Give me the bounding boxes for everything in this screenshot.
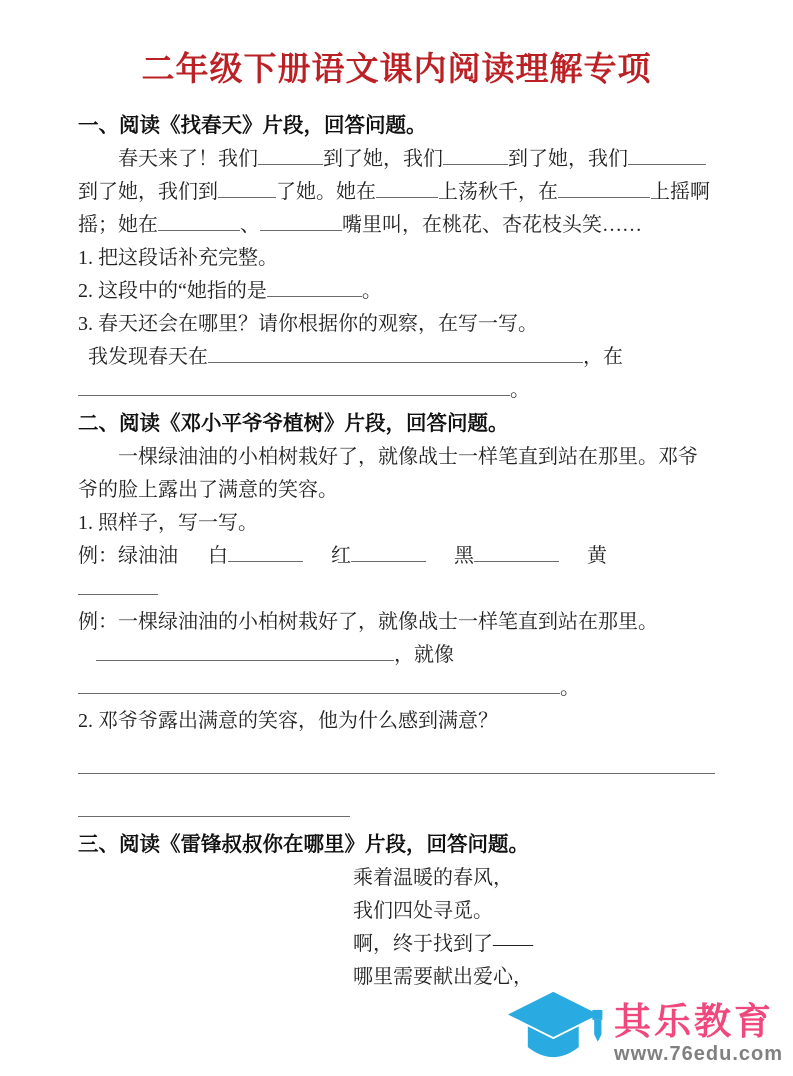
blank-line [78, 574, 158, 595]
passage-text: 到了她，我们到 [78, 181, 218, 203]
blank-line [208, 342, 583, 363]
blank-line [351, 541, 426, 562]
passage-text: 到了她，我们 [323, 148, 443, 170]
section-1-question-2 [78, 275, 715, 308]
passage-text: 了她。她在 [276, 181, 376, 203]
poem-line: 乘着温暖的春风， [353, 867, 513, 889]
passage-text: 春天来了！我们 [118, 148, 258, 170]
answer-text: 我发现春天在 [88, 346, 208, 368]
section-2-answer-line-1 [78, 752, 715, 785]
section-1-passage [78, 143, 715, 242]
passage-text: 上荡秋千，在 [438, 181, 558, 203]
section-1-question-3: 3. 春天还会在哪里？请你根据你的观察，在写一写。 [78, 313, 538, 335]
section-3 [78, 828, 715, 994]
blank-line [474, 541, 559, 562]
poem-line: 啊，终于找到了—— [353, 933, 533, 955]
section-2-header: 二、阅读《邓小平爷爷植树》片段，回答问题。 [78, 412, 509, 435]
blank-line [78, 753, 715, 774]
passage-text: 嘴里叫，在桃花、杏花枝头笑…… [342, 214, 642, 236]
blank-line [628, 144, 706, 165]
blank-line [228, 541, 303, 562]
blank-line [78, 375, 510, 396]
section-1 [78, 109, 715, 407]
blank-line [558, 177, 650, 198]
blank-line [218, 177, 276, 198]
blank-line [267, 276, 362, 297]
poem-line: 哪里需要献出爱心， [353, 966, 533, 988]
section-2-answer-line-2 [78, 795, 715, 828]
brand-text-block [614, 1002, 783, 1068]
blank-line [78, 673, 560, 694]
color-item: 黄 [587, 545, 607, 567]
section-1-header: 一、阅读《找春天》片段，回答问题。 [78, 114, 427, 137]
blank-line [96, 640, 394, 661]
question-text: 。 [361, 280, 382, 302]
graduation-cap-icon [506, 990, 606, 1068]
question-text: 2. 这段中的“她指的是 [78, 280, 267, 302]
answer-text: ，在 [583, 346, 623, 368]
example-label: 例：绿油油 [78, 545, 178, 567]
blank-line [158, 210, 240, 231]
section-1-question-1: 1. 把这段话补充完整。 [78, 247, 278, 269]
answer-text: 。 [510, 379, 530, 401]
section-2-fill-line-1 [78, 639, 715, 672]
poem-line: 我们四处寻觅。 [353, 900, 493, 922]
section-2-question-1: 1. 照样子，写一写。 [78, 512, 258, 534]
brand-logo [506, 990, 783, 1068]
blank-line [258, 144, 323, 165]
section-2-passage: 一棵绿油油的小柏树栽好了，就像战士一样笔直到站在那里。邓爷爷的脸上露出了满意的笑容。 [78, 446, 698, 501]
brand-url: www.76edu.com [614, 1043, 783, 1065]
section-2 [78, 407, 715, 828]
fill-text: ，就像 [394, 644, 454, 666]
section-2-example-colors-wrap [78, 573, 715, 606]
section-1-answer-line-1 [78, 341, 715, 374]
section-2-fill-line-2 [78, 672, 715, 705]
section-2-example-sentence: 例：一棵绿油油的小柏树栽好了，就像战士一样笔直到站在那里。 [78, 611, 658, 633]
section-1-answer-line-2 [78, 374, 715, 407]
section-3-header: 三、阅读《雷锋叔叔你在哪里》片段，回答问题。 [78, 833, 529, 856]
blank-line [443, 144, 508, 165]
blank-line [260, 210, 342, 231]
color-item: 白 [208, 545, 228, 567]
fill-text: 。 [560, 677, 580, 699]
page-title: 二年级下册语文课内阅读理解专项 [141, 50, 652, 87]
blank-line [78, 796, 350, 817]
brand-name: 其乐教育 [614, 1001, 775, 1042]
passage-text: 、 [240, 214, 260, 236]
section-2-example-colors [78, 540, 715, 573]
color-item: 黑 [454, 545, 474, 567]
blank-line [376, 177, 438, 198]
section-2-question-2: 2. 邓爷爷露出满意的笑容，他为什么感到满意？ [78, 710, 498, 732]
poem-excerpt [353, 862, 715, 994]
passage-text: 到了她，我们 [508, 148, 628, 170]
color-item: 红 [331, 545, 351, 567]
passage-text: 上摇啊摇；她在 [78, 181, 710, 236]
